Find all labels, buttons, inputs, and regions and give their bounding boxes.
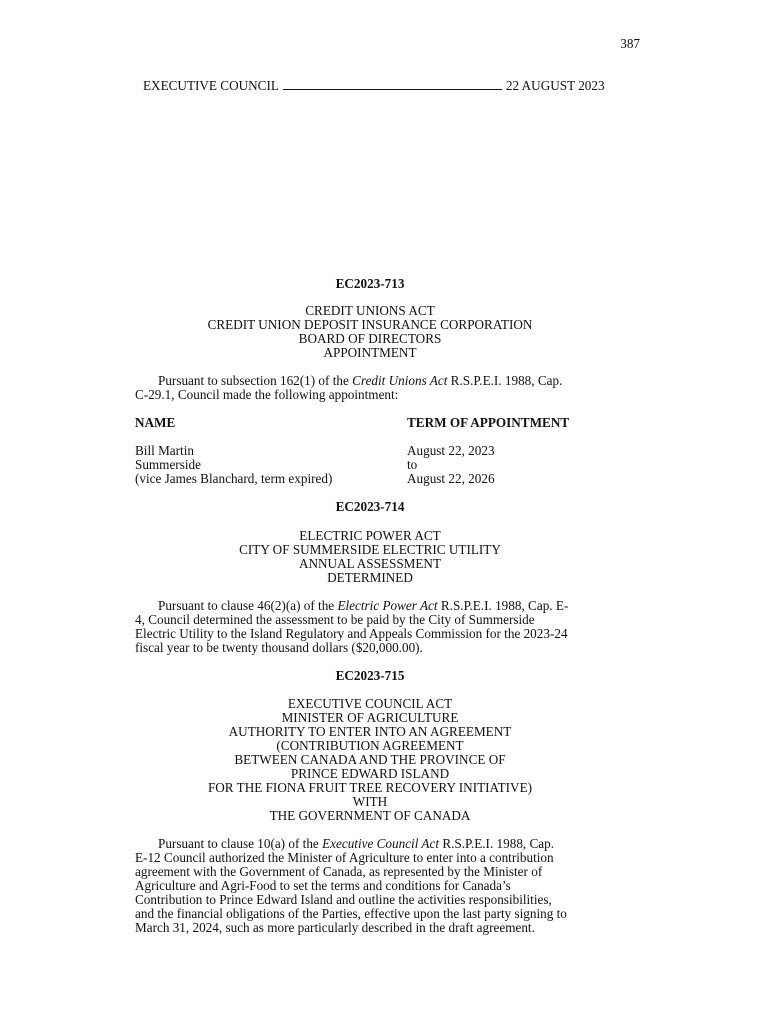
page-number: 387 <box>620 36 640 51</box>
para-text: R.S.P.E.I. 1988, Cap. E- <box>437 598 569 613</box>
title-line: BETWEEN CANADA AND THE PROVINCE OF <box>234 752 506 767</box>
title-line: ANNUAL ASSESSMENT <box>298 556 442 571</box>
order-number-714: EC2023-714 <box>335 499 405 514</box>
para-text: E-12 Council authorized the Minister of Agriculture to enter into a contribution <box>135 850 554 865</box>
order-paragraph-715 <box>135 837 631 935</box>
title-line: FOR THE FIONA FRUIT TREE RECOVERY INITIATIVE) <box>207 780 533 795</box>
term-line: August 22, 2023 <box>407 443 495 458</box>
para-text: R.S.P.E.I. 1988, Cap. <box>439 836 555 851</box>
title-line: BOARD OF DIRECTORS <box>298 331 442 346</box>
act-name: Executive Council Act <box>322 836 440 851</box>
title-line: APPOINTMENT <box>323 345 417 360</box>
column-header-name: NAME <box>135 415 176 430</box>
title-line: MINISTER OF AGRICULTURE <box>281 710 459 725</box>
title-line: WITH <box>352 794 388 809</box>
order-title-713 <box>135 304 605 360</box>
para-text: Contribution to Prince Edward Island and outline the activities responsibilities, <box>135 892 552 907</box>
para-text: 4, Council determined the assessment to be paid by the City of Summerside <box>135 612 535 627</box>
header-date: 22 AUGUST 2023 <box>505 78 605 93</box>
title-line: (CONTRIBUTION AGREEMENT <box>276 738 464 753</box>
para-text: Agriculture and Agri-Food to set the terms and conditions for Canada’s <box>135 878 511 893</box>
column-header-term: TERM OF APPOINTMENT <box>407 415 570 430</box>
para-text: Pursuant to clause 46(2)(a) of the <box>158 598 338 613</box>
order-title-714 <box>135 529 605 585</box>
title-line: EXECUTIVE COUNCIL ACT <box>287 696 453 711</box>
title-line: PRINCE EDWARD ISLAND <box>290 766 450 781</box>
para-text: C-29.1, Council made the following appointment: <box>135 387 399 402</box>
header-rule <box>283 88 502 90</box>
header-left-title: EXECUTIVE COUNCIL <box>143 78 279 93</box>
para-text: March 31, 2024, such as more particularly described in the draft agreement. <box>135 920 535 935</box>
term-line: August 22, 2026 <box>407 471 495 486</box>
title-line: CITY OF SUMMERSIDE ELECTRIC UTILITY <box>239 542 501 557</box>
term-details <box>407 444 637 486</box>
appointee-details <box>135 444 395 486</box>
order-paragraph-714 <box>135 599 631 655</box>
para-text: agreement with the Government of Canada, as represented by the Minister of <box>135 864 543 879</box>
order-number-715: EC2023-715 <box>335 668 405 683</box>
order-title-715 <box>135 697 605 823</box>
act-name: Electric Power Act <box>337 598 438 613</box>
order-number-713: EC2023-713 <box>335 276 405 291</box>
term-line: to <box>407 457 418 472</box>
para-text: R.S.P.E.I. 1988, Cap. <box>447 373 563 388</box>
title-line: CREDIT UNION DEPOSIT INSURANCE CORPORATION <box>207 317 533 332</box>
title-line: THE GOVERNMENT OF CANADA <box>269 808 471 823</box>
para-text: fiscal year to be twenty thousand dollars ($20,000.00). <box>135 640 423 655</box>
title-line: ELECTRIC POWER ACT <box>299 528 441 543</box>
para-text: Electric Utility to the Island Regulatory and Appeals Commission for the 2023-24 <box>135 626 568 641</box>
para-text: Pursuant to clause 10(a) of the <box>158 836 323 851</box>
appointee-line: Bill Martin <box>135 443 194 458</box>
title-line: AUTHORITY TO ENTER INTO AN AGREEMENT <box>228 724 512 739</box>
appointee-line: Summerside <box>135 457 201 472</box>
para-text: and the financial obligations of the Parties, effective upon the last party signing to <box>135 906 567 921</box>
running-header <box>143 79 640 93</box>
appointee-line: (vice James Blanchard, term expired) <box>135 471 333 486</box>
title-line: DETERMINED <box>327 570 413 585</box>
act-name: Credit Unions Act <box>352 373 448 388</box>
order-paragraph-713 <box>135 374 631 402</box>
title-line: CREDIT UNIONS ACT <box>305 303 435 318</box>
para-text: Pursuant to subsection 162(1) of the <box>158 373 353 388</box>
